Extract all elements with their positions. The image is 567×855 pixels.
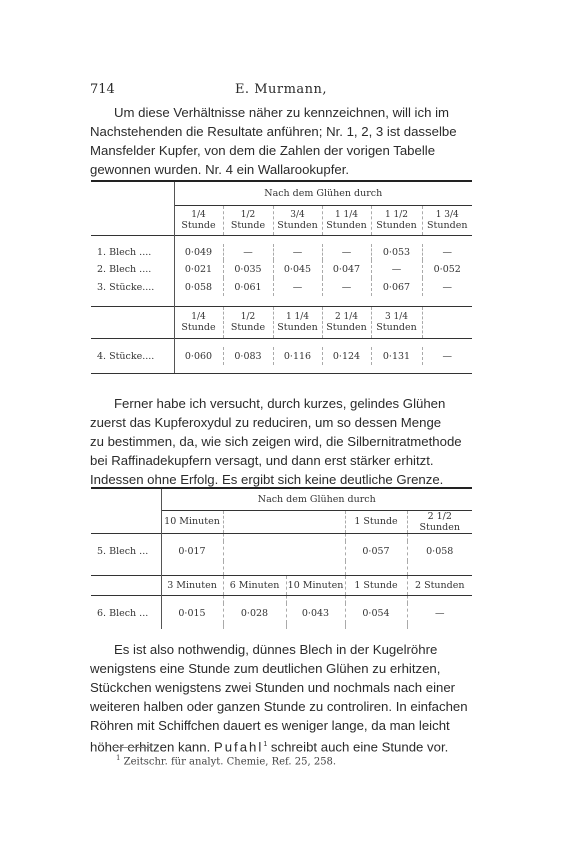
table-cell: 0·116 xyxy=(273,347,322,365)
footnote-text: Zeitschr. für analyt. Chemie, Ref. 25, 258. xyxy=(123,756,337,768)
results-table-1 xyxy=(91,180,472,374)
table-cell: 0·052 xyxy=(422,260,472,278)
table-column-header: 1/2 Stunde xyxy=(223,205,273,235)
footnote xyxy=(116,754,336,767)
table-cell: 0·043 xyxy=(286,603,345,623)
table-cell: — xyxy=(422,278,472,296)
table-row xyxy=(91,278,472,296)
table-cell: — xyxy=(422,347,472,365)
row-label: 6. Blech ... xyxy=(97,607,149,619)
paragraph-line: bei Raffinadekupfern versagt, und dann erst stärker erhitzt. xyxy=(90,453,434,468)
table-cell: — xyxy=(223,244,273,260)
table-column-header xyxy=(223,510,286,533)
table-group-header: Nach dem Glühen durch xyxy=(161,488,472,510)
table-cell: — xyxy=(322,278,371,296)
table-cell: — xyxy=(422,244,472,260)
table-cell: 0·057 xyxy=(345,541,407,561)
table-cell: — xyxy=(273,278,322,296)
table-column-header: 1 1/4 Stunden xyxy=(322,205,371,235)
paragraph-line: höher erhitzen kann. Pufahl$^1$ schreibt auch eine Stunde vor. xyxy=(90,739,449,755)
table-column-header: 1 3/4 Stunden xyxy=(422,205,472,235)
table-cell: 0·017 xyxy=(161,541,223,561)
row-label: 1. Blech .... xyxy=(97,246,152,258)
paragraph-1 xyxy=(90,103,472,179)
row-label: 2. Blech .... xyxy=(97,263,152,275)
table-row xyxy=(91,541,472,561)
table-column-header: 1/4 Stunde xyxy=(174,205,223,235)
paragraph-line: Ferner habe ich versucht, durch kurzes, gelindes Glühen xyxy=(114,396,446,411)
table-column-header: 1 1/4 Stunden xyxy=(273,306,322,338)
table-cell: 0·015 xyxy=(161,603,223,623)
row-label: 3. Stücke.... xyxy=(97,281,155,293)
paragraph-3 xyxy=(90,640,472,756)
table-row xyxy=(91,260,472,278)
table-row xyxy=(91,347,472,365)
footnote-mark: 1 xyxy=(116,754,121,762)
paragraph-2 xyxy=(90,394,472,489)
table-column-header: 10 Minuten xyxy=(286,575,345,595)
table-cell: 0·045 xyxy=(273,260,322,278)
results-table-2 xyxy=(91,487,472,629)
table-cell: — xyxy=(322,244,371,260)
table-cell: 0·067 xyxy=(371,278,422,296)
table-column-header: 1/2 Stunde xyxy=(223,306,273,338)
paragraph-line: Es ist also nothwendig, dünnes Blech in der Kugelröhre xyxy=(114,642,438,657)
table-cell: 0·049 xyxy=(174,244,223,260)
page-header xyxy=(90,82,472,102)
table-cell: 0·053 xyxy=(371,244,422,260)
paragraph-line: Um diese Verhältnisse näher zu kennzeichnen, will ich im xyxy=(114,105,449,120)
table-cell: 0·035 xyxy=(223,260,273,278)
table-cell: 0·061 xyxy=(223,278,273,296)
table-cell: 0·021 xyxy=(174,260,223,278)
table-cell: 0·058 xyxy=(407,541,472,561)
table-cell: 0·047 xyxy=(322,260,371,278)
table-cell: 0·083 xyxy=(223,347,273,365)
table-column-header: 3/4 Stunden xyxy=(273,205,322,235)
table-cell: 0·124 xyxy=(322,347,371,365)
table-group-header: Nach dem Glühen durch xyxy=(174,181,472,205)
running-title: E. Murmann, xyxy=(234,82,328,97)
table-cell: 0·131 xyxy=(371,347,422,365)
paragraph-line: zuerst das Kupferoxydul zu reduciren, um so dessen Menge xyxy=(90,415,442,430)
page-number: 714 xyxy=(90,82,115,97)
table-cell xyxy=(223,541,286,561)
row-label: 5. Blech ... xyxy=(97,545,149,557)
paragraph-line: Nachstehenden die Resultate anführen; Nr. 1, 2, 3 ist dasselbe xyxy=(90,124,457,139)
paragraph-line: wenigstens eine Stunde zum deutlichen Glühen zu erhitzen, xyxy=(90,661,441,676)
table-cell: 0·054 xyxy=(345,603,407,623)
footnote-divider xyxy=(112,747,152,748)
table-cell: 0·060 xyxy=(174,347,223,365)
table-cell: — xyxy=(407,603,472,623)
paragraph-line: Röhren mit Schiffchen dauert es weniger lange, da man leicht xyxy=(90,718,450,733)
row-label: 4. Stücke.... xyxy=(97,350,155,362)
paragraph-line: Mansfelder Kupfer, von dem die Zahlen der vorigen Tabelle xyxy=(90,143,436,158)
paragraph-line: Indessen ohne Erfolg. Es ergibt sich keine deutliche Grenze. xyxy=(90,472,444,487)
table-cell: 0·028 xyxy=(223,603,286,623)
table-column-header: 1 Stunde xyxy=(345,510,407,533)
table-cell: — xyxy=(371,260,422,278)
table-column-header: 2 1/2 Stunden xyxy=(407,510,472,533)
paragraph-line: zu bestimmen, da, wie sich zeigen wird, die Silbernitratmethode xyxy=(90,434,462,449)
author-name: Pufahl xyxy=(213,739,264,755)
table-column-header: 1/4 Stunde xyxy=(174,306,223,338)
table-cell: — xyxy=(273,244,322,260)
table-column-header: 3 Minuten xyxy=(161,575,223,595)
table-column-header: 3 1/4 Stunden xyxy=(371,306,422,338)
table-row xyxy=(91,244,472,260)
table-cell xyxy=(286,541,345,561)
table-column-header: 1 Stunde xyxy=(345,575,407,595)
paragraph-line: weiteren halben oder ganzen Stunde zu controliren. In einfachen xyxy=(90,699,468,714)
table-column-header: 10 Minuten xyxy=(161,510,223,533)
table-cell: 0·058 xyxy=(174,278,223,296)
footnote-reference: 1 xyxy=(263,741,268,748)
table-row xyxy=(91,603,472,623)
table-column-header: 1 1/2 Stunden xyxy=(371,205,422,235)
table-column-header: 2 1/4 Stunden xyxy=(322,306,371,338)
table-column-header: 6 Minuten xyxy=(223,575,286,595)
table-column-header: 2 Stunden xyxy=(407,575,472,595)
table-column-header xyxy=(286,510,345,533)
paragraph-line: gewonnen wurden. Nr. 4 ein Wallarookupfer. xyxy=(90,162,350,177)
paragraph-line: Stückchen wenigstens zwei Stunden und nochmals nach einer xyxy=(90,680,456,695)
